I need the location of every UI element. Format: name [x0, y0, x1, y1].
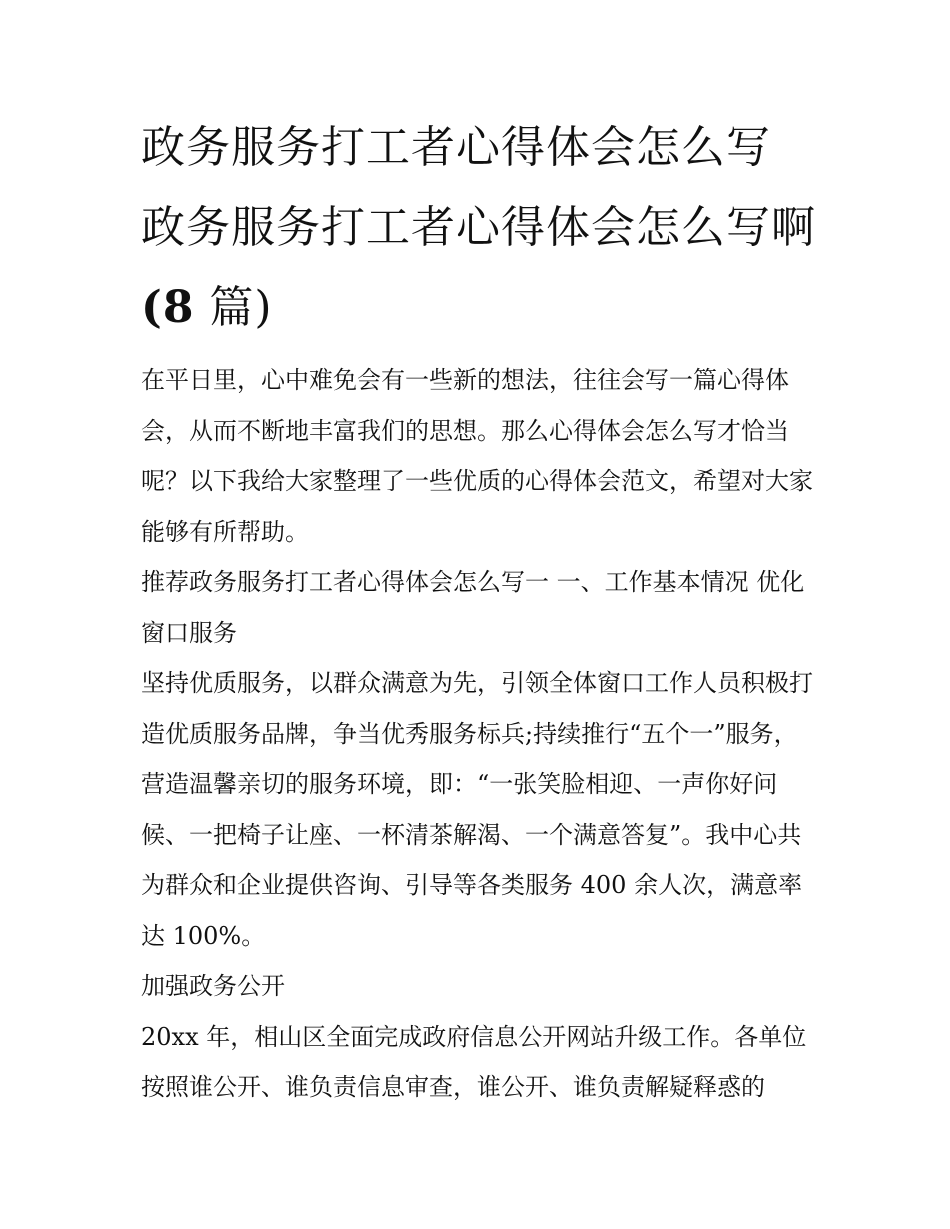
section-heading-government-affairs-disclosure: 加强政务公开: [141, 972, 285, 1000]
service-paragraph: 坚持优质服务，以群众满意为先，引领全体窗口工作人员积极打造优质服务品牌，争当优秀服务标兵;持续推行“五个一”服务，营造温馨亲切的服务环境，即：“一张笑脸相迎、一声你好问候、一把椅子让座、一杯清茶解渴、一个满意答复”。我中心共为群众和企业提供咨询、引导等各类服务 400 余人次，满意率达 100%。: [141, 669, 813, 950]
title-count: (8: [141, 282, 195, 333]
document-body: [141, 355, 821, 1113]
disclosure-paragraph: 20xx 年，相山区全面完成政府信息公开网站升级工作。各单位按照谁公开、谁负责信息审查，谁公开、谁负责解疑释惑的: [141, 1022, 807, 1101]
title-text: 政务服务打工者心得体会怎么写 政务服务打工者心得体会怎么写啊: [141, 122, 816, 253]
intro-paragraph: 在平日里，心中难免会有一些新的想法，往往会写一篇心得体会，从而不断地丰富我们的思想。那么心得体会怎么写才恰当呢？以下我给大家整理了一些优质的心得体会范文，希望对大家能够有所帮助。: [141, 366, 813, 546]
title-suffix: 篇): [194, 282, 273, 333]
document-title: [141, 108, 821, 348]
section-heading-optimize-window-service: 推荐政务服务打工者心得体会怎么写一 一、工作基本情况 优化窗口服务: [141, 568, 805, 647]
